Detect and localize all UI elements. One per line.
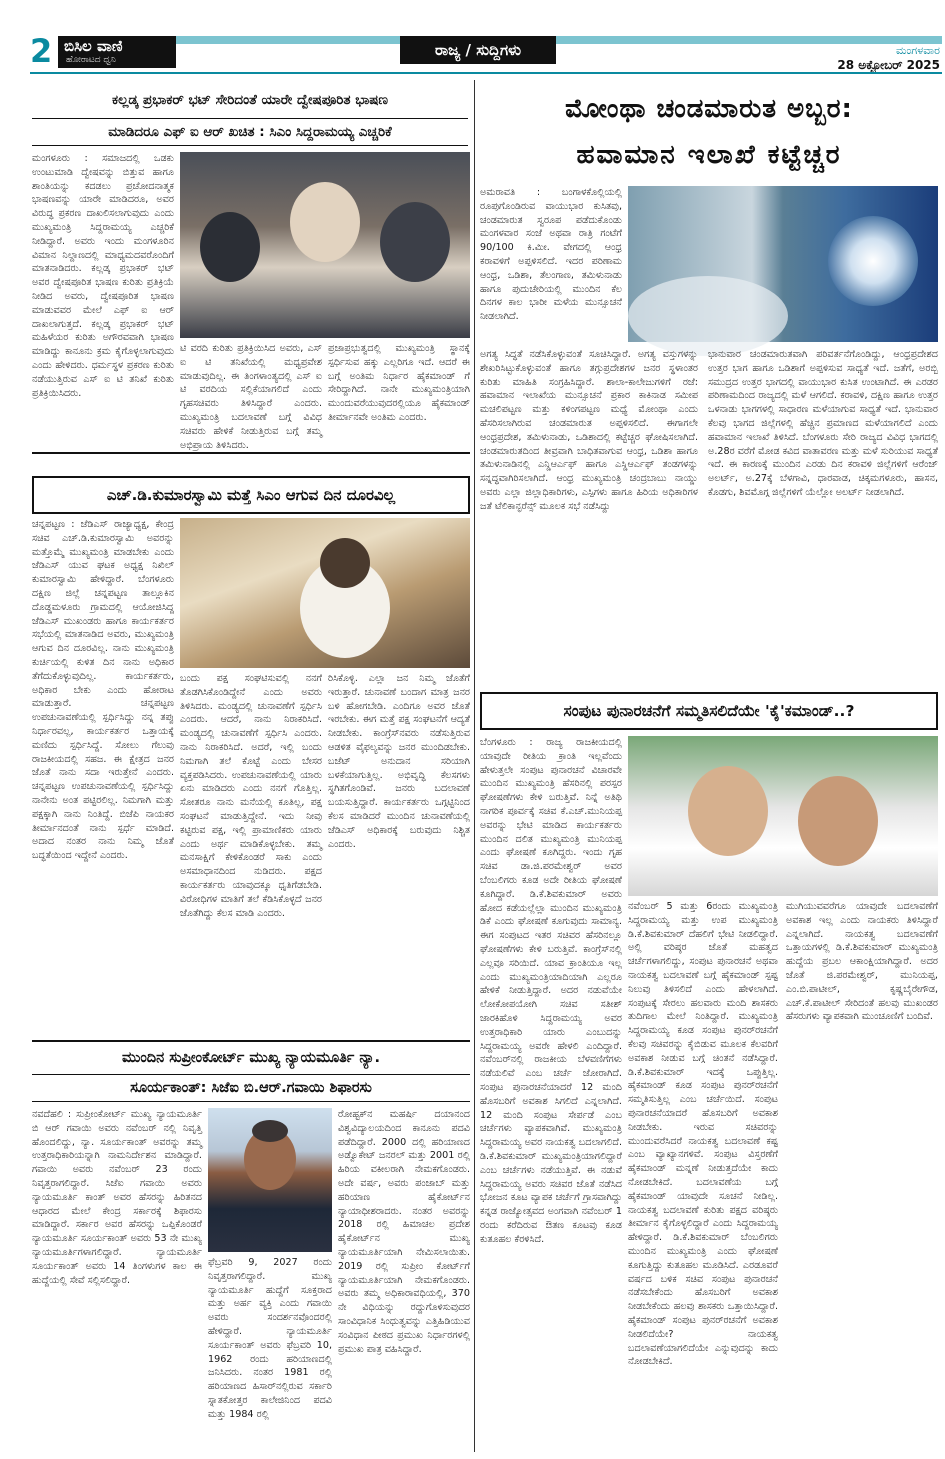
page-number: 2 — [30, 32, 53, 70]
story2-body-left: ಅಗತ್ಯ ಸಿದ್ಧತೆ ನಡೆಸಿಕೊಳ್ಳುವಂತೆ ಸೂಚಿಸಿದ್ದಾರೆ. ಅಗತ್ಯ ವಸ್ತುಗಳನ್ನು ಶೇಖರಿಸಿಟ್ಟುಕೊಳ್ಳುವಂತೆ ಹಾಗೂ ತಗ್ಗುಪ್ರದೇಶಗಳ ಜನರ ಸ್ಥಳಾಂತರ ಕುರಿತು ಮಾಹಿತಿ ಸಂಗ್ರಹಿಸಿದ್ದಾರೆ. ಶಾಲಾ-ಕಾಲೇಜುಗಳಿಗೆ ರಜೆ: ಹವಾಮಾನ ಇಲಾಖೆಯ ಮುನ್ಸೂಚನೆ ಪ್ರಕಾರ ಕಾಕಿನಾಡ ಸಮೀಪ ಮಚಲಿಪಟ್ಟಣ ಮತ್ತು ಕಳಿಂಗಪಟ್ಟಣ ಮಧ್ಯೆ ಮೋಂಥಾ ಎಂದು ಹೆಸರಿಸಲಾಗಿರುವ ಚಂಡಮಾರುತ ಅಪ್ಪಳಿಸಲಿದೆ. ಈಗಾಗಲೇ ಆಂಧ್ರಪ್ರದೇಶ, ತಮಿಳುನಾಡು, ಒಡಿಶಾದಲ್ಲಿ ಕಟ್ಟೆಚ್ಚರ ಘೋಷಿಸಲಾಗಿದೆ. ಚಂಡಮಾರುತದಿಂದ ತೀವ್ರವಾಗಿ ಬಾಧಿತವಾಗುವ ಆಂಧ್ರ, ಒಡಿಶಾ ಹಾಗೂ ತಮಿಳುನಾಡಿನಲ್ಲಿ ಎನ್ಡಿಆರ್ಎಫ್ ಹಾಗೂ ಎಸ್ಡಿಆರ್ಎಫ್ ತಂಡಗಳನ್ನು ಸನ್ನದ್ಧವಾಗಿರಿಸಲಾಗಿದೆ. ಆಂಧ್ರ ಮುಖ್ಯಮಂತ್ರಿ ಚಂದ್ರಬಾಬು ನಾಯ್ಡು ಅವರು ಎಲ್ಲಾ ಜಿಲ್ಲಾಧಿಕಾರಿಗಳು, ಎಸ್ಪಿಗಳು ಹಾಗೂ ಹಿರಿಯ ಅಧಿಕಾರಿಗಳ ಜತೆ ಟೆಲಿಕಾನ್ಫರೆನ್ಸ್ ಮೂಲಕ ಸಭೆ ನಡೆಸಿದ್ದು — [480, 349, 698, 512]
story5-body-left: ಬೆಂಗಳೂರು : ರಾಜ್ಯ ರಾಜಕೀಯದಲ್ಲಿ ಯಾವುದೇ ರೀತಿಯ ಕ್ರಾಂತಿ ಇಲ್ಲವೆಂದು ಹೇಳುತ್ತಲೇ ಸಂಪುಟ ಪುನಾರಚನೆ ವಿಚಾರವೇ ಮುಂದಿನ ಮುಖ್ಯಮಂತ್ರಿ ಹೆಸರಿನಲ್ಲಿ ಪರಸ್ಪರ ಘೋಷಣೆಗಳು ಕೇಳಿ ಬರುತ್ತಿವೆ. ನಿನ್ನೆ ಅತಿಥಿ ನಾಗರಿಕ ಪೂರ್ವಕ್ಕೆ ಸಚಿವ ಕೆ.ಎಚ್.ಮುನಿಯಪ್ಪ ಅವರನ್ನು ಭೇಟಿ ಮಾಡಿದ ಕಾರ್ಯಕರ್ತರು ಮುಂದಿನ ದಲಿತ ಮುಖ್ಯಮಂತ್ರಿ ಮುನಿಯಪ್ಪ ಎಂದು ಘೋಷಣೆ ಕೂಗಿದ್ದರು. ಇಂದು ಗೃಹ ಸಚಿವ ಡಾ.ಜಿ.ಪರಮೇಶ್ವರ್ ಅವರ ಬೆಂಬಲಿಗರು ಕೂಡ ಅದೇ ರೀತಿಯ ಘೋಷಣೆ ಕೂಗಿದ್ದಾರೆ. ಡಿ.ಕೆ.ಶಿವಕುಮಾರ್ ಅವರು ಹೋದ ಕಡೆಯಲ್ಲೆಲ್ಲಾ ಮುಂದಿನ ಮುಖ್ಯಮಂತ್ರಿ ಡಿಕೆ ಎಂದು ಘೋಷಣೆ ಕೂಗುವುದು ಸಾಮಾನ್ಯ. ಈಗ ಸಂಪುಟದ ಇತರ ಸಚಿವರ ಹೆಸರಿನಲ್ಲೂ ಘೋಷಣೆಗಳು ಕೇಳಿ ಬರುತ್ತಿವೆ. ಕಾಂಗ್ರೆಸ್‌ನಲ್ಲಿ ಎಲ್ಲವೂ ಸರಿಯಿದೆ. ಯಾವ ಕ್ರಾಂತಿಯೂ ಇಲ್ಲ ಎಂದು ಮುಖ್ಯಮಂತ್ರಿಯಾದಿಯಾಗಿ ಎಲ್ಲರೂ ಹೇಳಿಕೆ ನೀಡುತ್ತಿದ್ದಾರೆ. ಅದರ ನಡುವೆಯೇ ಲೋಕೋಪಯೋಗಿ ಸಚಿವ ಸತೀಶ್ ಜಾರಕಿಹೊಳಿ ಸಿದ್ದರಾಮಯ್ಯ ಅವರ ಉತ್ತರಾಧಿಕಾರಿ ಯಾರು ಎಂಬುದನ್ನು ಸಿದ್ದರಾಮಯ್ಯ ಅವರೇ ಹೇಳಲಿ ಎಂದಿದ್ದಾರೆ. ನವೆಂಬರ್‌ನಲ್ಲಿ ರಾಜಕೀಯ ಬೆಳವಣಿಗೆಗಳು ನಡೆಯಲಿವೆ ಎಂಬ ಚರ್ಚೆ ಜೋರಾಗಿದೆ. ಸಂಪುಟ ಪುನಾರಚನೆಯಾದರೆ 12 ಮಂದಿ ಹೊಸಬರಿಗೆ ಅವಕಾಶ ಸಿಗಲಿದೆ ಎನ್ನಲಾಗಿದೆ. 12 ಮಂದಿ ಸಂಪುಟ ಸೇರ್ಪಡೆ ಎಂಬ ಚರ್ಚೆಗಳು ವ್ಯಾಪಕವಾಗಿವೆ. ಮುಖ್ಯಮಂತ್ರಿ ಸಿದ್ದರಾಮಯ್ಯ ಅವರ ನಾಯಕತ್ವ ಬದಲಾಗಲಿದೆ. ಡಿ.ಕೆ.ಶಿವಕುಮಾರ್ ಮುಖ್ಯಮಂತ್ರಿಯಾಗಲಿದ್ದಾರೆ ಎಂಬ ಚರ್ಚೆಗಳು ನಡೆಯುತ್ತಿವೆ. ಈ ನಡುವೆ ಸಿದ್ದರಾಮಯ್ಯ ಅವರು ಸಚಿವರ ಜೊತೆ ನಡೆಸಿದ ಭೋಜನ ಕೂಟ ವ್ಯಾಪಕ ಚರ್ಚೆಗೆ ಗ್ರಾಸವಾಗಿದ್ದು ಕನ್ನಡ ರಾಜ್ಯೋತ್ಸವದ ಅಂಗವಾಗಿ ನವೆಂಬರ್ 1 ರಂದು ಕರೆದಿರುವ ಔತಣ ಕೂಟವು ಕೂಡ ಕುತೂಹಲ ಕೆರಳಿಸಿದೆ. — [480, 737, 622, 1245]
story2-body-top: ಅಮರಾವತಿ : ಬಂಗಾಳಕೊಲ್ಲಿಯಲ್ಲಿ ರೂಪುಗೊಂಡಿರುವ ವಾಯುಭಾರ ಕುಸಿತವು, ಚಂಡಮಾರುತ ಸ್ವರೂಪ ಪಡೆದುಕೊಂಡು ಮಂಗಳವಾರ ಸಂಜೆ ಅಥವಾ ರಾತ್ರಿ ಗಂಟೆಗೆ 90/100 ಕಿ.ಮೀ. ವೇಗದಲ್ಲಿ ಆಂಧ್ರ ಕರಾವಳಿಗೆ ಅಪ್ಪಳಿಸಲಿದೆ. ಇದರ ಪರಿಣಾಮ ಆಂಧ್ರ, ಒಡಿಶಾ, ತೆಲಂಗಾಣ, ತಮಿಳುನಾಡು ಹಾಗೂ ಪುದುಚೇರಿಯಲ್ಲಿ ಮುಂದಿನ ಕೆಲ ದಿನಗಳ ಕಾಲ ಭಾರೀ ಮಳೆಯ ಮುನ್ಸೂಚನೆ ನೀಡಲಾಗಿದೆ. — [480, 187, 622, 323]
story3-body-left: ಚನ್ನಪಟ್ಟಣ : ಜೆಡಿಎಸ್ ರಾಜ್ಯಾಧ್ಯಕ್ಷ, ಕೇಂದ್ರ ಸಚಿವ ಎಚ್.ಡಿ.ಕುಮಾರಸ್ವಾಮಿ ಅವರನ್ನು ಮತ್ತೊಮ್ಮೆ ಮುಖ್ಯಮಂತ್ರಿ ಮಾಡಬೇಕು ಎಂದು ಜೆಡಿಎಸ್ ಯುವ ಘಟಕ ಅಧ್ಯಕ್ಷ ನಿಖಿಲ್ ಕುಮಾರಸ್ವಾಮಿ ಹೇಳಿದ್ದಾರೆ. ಬೆಂಗಳೂರು ದಕ್ಷಿಣ ಜಿಲ್ಲೆ ಚನ್ನಪಟ್ಟಣ ತಾಲ್ಲೂಕಿನ ದೊಡ್ಡಮಳೂರು ಗ್ರಾಮದಲ್ಲಿ ಆಯೋಜಿಸಿದ್ದ ಜೆಡಿಎಸ್ ಮುಖಂಡರು ಹಾಗೂ ಕಾರ್ಯಕರ್ತರ ಸಭೆಯಲ್ಲಿ ಮಾತನಾಡಿದ ಅವರು, ಮುಖ್ಯಮಂತ್ರಿ ಆಗುವ ದಿನ ದೂರವಿಲ್ಲ. ನಾನು ಮುಖ್ಯಮಂತ್ರಿ ಕುರ್ಚಿಯಲ್ಲಿ ಕುಳಿತ ದಿನ ನಾನು ಅಧಿಕಾರ ತೆಗೆದುಕೊಳ್ಳುವುದಿಲ್ಲ. ಕಾರ್ಯಕರ್ತರು, ಅಧಿಕಾರ ಬೇಕು ಎಂದು ಹೋರಾಟ ಮಾಡುತ್ತಾರೆ. ಚನ್ನಪಟ್ಟಣ ಉಪಚುನಾವಣೆಯಲ್ಲಿ ಸ್ಪರ್ಧಿಸಿದ್ದು ನನ್ನ ತಪ್ಪು ನಿರ್ಧಾರವಲ್ಲ, ಕಾರ್ಯಕರ್ತರ ಒತ್ತಾಯಕ್ಕೆ ಮಣಿದು ಸ್ಪರ್ಧಿಸಿದ್ದೆ. ಸೋಲು ಗೆಲುವು ರಾಜಕೀಯದಲ್ಲಿ ಸಹಜ. ಈ ಕ್ಷೇತ್ರದ ಜನರ ಜೊತೆ ನಾನು ಸದಾ ಇರುತ್ತೇನೆ ಎಂದರು. ಚನ್ನಪಟ್ಟಣ ಉಪಚುನಾವಣೆಯಲ್ಲಿ ಸ್ಪರ್ಧಿಸಿದ್ದು ನಾನೇನು ಅಂತ ಪಟ್ಟಿರಲಿಲ್ಲ. ನಿಮಗಾಗಿ ಮತ್ತು ಪಕ್ಷಕ್ಕಾಗಿ ನಾನು ನಿಂತಿದ್ದೆ. ಬಿಜೆಪಿ ನಾಯಕರ ತೀರ್ಮಾನದಂತೆ ನಾನು ಸ್ಪರ್ಧೆ ಮಾಡಿದೆ. ಅದಾದ ನಂತರ ನಾನು ನಿಮ್ಮ ಜೊತೆ ಬದ್ಧತೆಯಿಂದ ಇದ್ದೇನೆ ಎಂದರು. — [32, 519, 174, 862]
cyclone-photo — [628, 186, 938, 342]
story4-body-left: ನವದೆಹಲಿ : ಸುಪ್ರೀಂಕೋರ್ಟ್ ಮುಖ್ಯ ನ್ಯಾಯಮೂರ್ತಿ ಬಿ ಆರ್ ಗವಾಯಿ ಅವರು ನವೆಂಬರ್ ನಲ್ಲಿ ನಿವೃತ್ತಿ ಹೊಂದಲಿದ್ದು, ನ್ಯಾ. ಸೂರ್ಯಕಾಂತ್ ಅವರನ್ನು ತಮ್ಮ ಉತ್ತರಾಧಿಕಾರಿಯನ್ನಾಗಿ ನಾಮನಿರ್ದೇಶನ ಮಾಡಿದ್ದಾರೆ. ಗವಾಯಿ ಅವರು ನವೆಂಬರ್ 23 ರಂದು ನಿವೃತ್ತರಾಗಲಿದ್ದಾರೆ. ಸಿಜೆಐ ಗವಾಯಿ ಅವರು ನ್ಯಾಯಮೂರ್ತಿ ಕಾಂತ್ ಅವರ ಹೆಸರನ್ನು ಹಿರಿತನದ ಆಧಾರದ ಮೇಲೆ ಕೇಂದ್ರ ಸರ್ಕಾರಕ್ಕೆ ಶಿಫಾರಸು ಮಾಡಿದ್ದಾರೆ. ಸರ್ಕಾರ ಅವರ ಹೆಸರನ್ನು ಒಪ್ಪಿಕೊಂಡರೆ ನ್ಯಾಯಮೂರ್ತಿ ಸೂರ್ಯಕಾಂತ್ ಅವರು 53 ನೇ ಮುಖ್ಯ ನ್ಯಾಯಮೂರ್ತಿಗಳಾಗಲಿದ್ದಾರೆ. ನ್ಯಾಯಮೂರ್ತಿ ಸೂರ್ಯಕಾಂತ್ ಅವರು 14 ತಿಂಗಳುಗಳ ಕಾಲ ಈ ಹುದ್ದೆಯಲ್ಲಿ ಸೇವೆ ಸಲ್ಲಿಸಲಿದ್ದಾರೆ. — [32, 1109, 202, 1286]
weekday: ಮಂಗಳವಾರ — [895, 44, 940, 57]
column-divider-center — [474, 80, 475, 1452]
section-title: ರಾಜ್ಯ / ಸುದ್ದಿಗಳು — [400, 36, 556, 64]
leaders-photo — [628, 736, 938, 896]
story2-headline-line2: ಹವಾಮಾನ ಇಲಾಖೆ ಕಟ್ಟೆಚ್ಚರ — [576, 140, 842, 170]
judge-photo — [208, 1108, 332, 1252]
story1-body-right: ಪ್ರಜಾಪ್ರಭುತ್ವದಲ್ಲಿ ಮುಖ್ಯಮಂತ್ರಿ ಸ್ಥಾನಕ್ಕೆ ಸ್ಪರ್ಧಿಸುವ ಹಕ್ಕು ಎಲ್ಲರಿಗೂ ಇದೆ. ಆದರೆ ಈ ಬಗ್ಗೆ ಅಂತಿಮ ನಿರ್ಧಾರ ಹೈಕಮಾಂಡ್ ಗೆ ಸೇರಿದ್ದಾಗಿದೆ. ನಾನೇ ಮುಖ್ಯಮಂತ್ರಿಯಾಗಿ ಮುಂದುವರೆಯುವುದರಲ್ಲಿಯೂ ಹೈಕಮಾಂಡ್ ತೀರ್ಮಾನವೇ ಅಂತಿಮ ಎಂದರು. — [328, 343, 470, 423]
story1-headline-line1: ಕಲ್ಲಡ್ಕ ಪ್ರಭಾಕರ್ ಭಟ್ ಸೇರಿದಂತೆ ಯಾರೇ ದ್ವೇಷಪೂರಿತ ಭಾಷಣ — [112, 92, 388, 108]
header-divider — [30, 72, 942, 74]
story3-body-mid: ಬಂದು ಪಕ್ಷ ಸಂಘಟಿಸುವಲ್ಲಿ ನನಗೆ ತೊಡಗಿಸಿಕೊಂಡಿದ್ದೇನೆ ಎಂದು ಅವರು ತಿಳಿಸಿದರು. ಮಂಡ್ಯದಲ್ಲಿ ಚುನಾವಣೆಗೆ ಸ್ಪರ್ಧಿಸಿ ಎಂದರು. ಆದರೆ, ನಾನು ನಿರಾಕರಿಸಿದೆ. ಮಂಡ್ಯದಲ್ಲಿ ಚುನಾವಣೆಗೆ ಸ್ಪರ್ಧಿಸಿ ಎಂದರು. ನಾನು ನಿರಾಕರಿಸಿದೆ. ಅದರೆ, ಇಲ್ಲಿ ಬಂದು ನಿಮಗಾಗಿ ತಲೆ ಕೊಟ್ಟೆ ಎಂದು ಬೇಸರ ವ್ಯಕ್ತಪಡಿಸಿದರು. ಉಪಚುನಾವಣೆಯಲ್ಲಿ ಯಾರು ಏನು ಮಾಡಿದರು ಎಂದು ನನಗೆ ಗೊತ್ತಿಲ್ಲ. ಸೋತರೂ ನಾನು ಮನೆಯಲ್ಲಿ ಕೂತಿಲ್ಲ, ಪಕ್ಷ ಸಂಘಟನೆ ಮಾಡುತ್ತಿದ್ದೇನೆ. ಇದು ನೀವು ಕಟ್ಟಿರುವ ಪಕ್ಷ, ಇಲ್ಲಿ ಪ್ರಾಮಾಣಿಕರು ಯಾರು ಎಂದು ಅರ್ಥ ಮಾಡಿಕೊಳ್ಳಬೇಕು. ತಮ್ಮ ಮನಸಾಕ್ಷಿಗೆ ಕೇಳಿಕೊಂಡರೆ ಸಾಕು ಎಂದು ಅಸಮಾಧಾನದಿಂದ ನುಡಿದರು. ಪಕ್ಷದ ಕಾರ್ಯಕರ್ತರು ಯಾವುದಕ್ಕೂ ಧೃತಿಗೆಡಬೇಡಿ. ವಿರೋಧಿಗಳ ಮಾತಿಗೆ ತಲೆ ಕೆಡಿಸಿಕೊಳ್ಳದೆ ಜನರ ಜೊತೆಗಿದ್ದು ಕೆಲಸ ಮಾಡಿ ಎಂದರು. — [180, 673, 322, 919]
header-rule — [176, 36, 942, 44]
story1-headline-line2: ಮಾಡಿದರೂ ಎಫ್ ಐ ಆರ್ ಖಚಿತ : ಸಿಎಂ ಸಿದ್ದರಾಮಯ್ಯ ಎಚ್ಚರಿಕೆ — [32, 118, 468, 146]
story4-body-right: ರೋಹ್ಟಕ್‌ನ ಮಹರ್ಷಿ ದಯಾನಂದ ವಿಶ್ವವಿದ್ಯಾಲಯದಿಂದ ಕಾನೂನು ಪದವಿ ಪಡೆದಿದ್ದಾರೆ. 2000 ದಲ್ಲಿ ಹರಿಯಾಣದ ಅಡ್ವೊಕೇಟ್ ಜನರಲ್ ಮತ್ತು 2001 ರಲ್ಲಿ ಹಿರಿಯ ವಕೀಲರಾಗಿ ನೇಮಕಗೊಂಡರು. ಅದೇ ವರ್ಷ, ಅವರು ಪಂಜಾಬ್ ಮತ್ತು ಹರಿಯಾಣ ಹೈಕೋರ್ಟ್‌ನ ನ್ಯಾಯಾಧೀಶರಾದರು. ನಂತರ ಅವರನ್ನು 2018 ರಲ್ಲಿ ಹಿಮಾಚಲ ಪ್ರದೇಶ ಹೈಕೋರ್ಟ್‌ನ ಮುಖ್ಯ ನ್ಯಾಯಮೂರ್ತಿಯಾಗಿ ನೇಮಿಸಲಾಯಿತು. 2019 ರಲ್ಲಿ ಸುಪ್ರೀಂ ಕೋರ್ಟ್‌ಗೆ ನ್ಯಾಯಮೂರ್ತಿಯಾಗಿ ನೇಮಕಗೊಂಡರು. ಅವರು ತಮ್ಮ ಅಧಿಕಾರಾವಧಿಯಲ್ಲಿ, 370 ನೇ ವಿಧಿಯನ್ನು ರದ್ದುಗೊಳಿಸುವುದರ ಸಾಂವಿಧಾನಿಕ ಸಿಂಧುತ್ವವನ್ನು ಎತ್ತಿಹಿಡಿಯುವ ಸಂವಿಧಾನ ಪೀಠದ ಪ್ರಮುಖ ನಿರ್ಧಾರಗಳಲ್ಲಿ ಪ್ರಮುಖ ಪಾತ್ರ ವಹಿಸಿದ್ದಾರೆ. — [338, 1109, 470, 1355]
cm-press-photo — [180, 152, 470, 338]
story4-headline-line2: ಸೂರ್ಯಕಾಂತ್: ಸಿಜೆಐ ಬಿ.ಆರ್.ಗವಾಯಿ ಶಿಫಾರಸು — [32, 1074, 470, 1102]
story5-body-mid: ನವೆಂಬರ್ 5 ಮತ್ತು 6ರಂದು ಮುಖ್ಯಮಂತ್ರಿ ಸಿದ್ದರಾಮಯ್ಯ ಮತ್ತು ಉಪ ಮುಖ್ಯಮಂತ್ರಿ ಡಿ.ಕೆ.ಶಿವಕುಮಾರ್ ದೆಹಲಿಗೆ ಭೇಟಿ ನೀಡಲಿದ್ದಾರೆ. ಅಲ್ಲಿ ವರಿಷ್ಠರ ಜೊತೆ ಮಹತ್ವದ ಚರ್ಚೆಗಳಾಗಲಿದ್ದು, ಸಂಪುಟ ಪುನಾರಚನೆ ಅಥವಾ ನಾಯಕತ್ವ ಬದಲಾವಣೆ ಬಗ್ಗೆ ಹೈಕಮಾಂಡ್ ಸ್ಪಷ್ಟ ನಿಲುವು ತಿಳಿಸಲಿದೆ ಎಂದು ಹೇಳಲಾಗಿದೆ. ಸಂಪುಟಕ್ಕೆ ಸೇರಲು ಹಲವಾರು ಮಂದಿ ಶಾಸಕರು ತುದಿಗಾಲ ಮೇಲೆ ನಿಂತಿದ್ದಾರೆ. ಮುಖ್ಯಮಂತ್ರಿ ಸಿದ್ದರಾಮಯ್ಯ ಕೂಡ ಸಂಪುಟ ಪುನರ್‌ರಚನೆಗೆ ಕೆಲವು ಸಚಿವರನ್ನು ಕೈಬಿಡುವ ಮೂಲಕ ಕೆಲವರಿಗೆ ಅವಕಾಶ ನೀಡುವ ಬಗ್ಗೆ ಚಿಂತನೆ ನಡೆಸಿದ್ದಾರೆ. ಡಿ.ಕೆ.ಶಿವಕುಮಾರ್ ಇದಕ್ಕೆ ಒಪ್ಪುತ್ತಿಲ್ಲ. ಹೈಕಮಾಂಡ್ ಕೂಡ ಸಂಪುಟ ಪುನರ್‌ರಚನೆಗೆ ಸಮ್ಮತಿಸುತ್ತಿಲ್ಲ ಎಂಬ ಚರ್ಚೆಯಿದೆ. ಸಂಪುಟ ಪುನಾರಚನೆಯಾದರೆ ಹೊಸಬರಿಗೆ ಅವಕಾಶ ನೀಡಬೇಕು. ಇರುವ ಸಚಿವರನ್ನು ಮುಂದುವರೆಸಿದರೆ ನಾಯಕತ್ವ ಬದಲಾವಣೆ ಕಷ್ಟ ಎಂಬ ವ್ಯಾಖ್ಯಾನಗಳಿವೆ. ಸಂಪುಟ ವಿಸ್ತರಣೆಗೆ ಹೈಕಮಾಂಡ್ ಮನ್ನಣೆ ನೀಡುತ್ತದೆಯೇ ಕಾದು ನೋಡಬೇಕಿದೆ. ಬದಲಾವಣೆಯ ಬಗ್ಗೆ ಹೈಕಮಾಂಡ್ ಯಾವುದೇ ಸೂಚನೆ ನೀಡಿಲ್ಲ. ನಾಯಕತ್ವ ಬದಲಾವಣೆ ಕುರಿತು ಪಕ್ಷದ ವರಿಷ್ಠರು ತೀರ್ಮಾನ ಕೈಗೊಳ್ಳಲಿದ್ದಾರೆ ಎಂದು ಸಿದ್ದರಾಮಯ್ಯ ಹೇಳಿದ್ದಾರೆ. ಡಿ.ಕೆ.ಶಿವಕುಮಾರ್ ಬೆಂಬಲಿಗರು ಮುಂದಿನ ಮುಖ್ಯಮಂತ್ರಿ ಎಂದು ಘೋಷಣೆ ಕೂಗುತ್ತಿದ್ದು ಕುತೂಹಲ ಮೂಡಿಸಿದೆ. ಎರಡೂವರೆ ವರ್ಷದ ಬಳಿಕ ಸಚಿವ ಸಂಪುಟ ಪುನಾರಚನೆ ನಡೆಸಬೇಕೆಂದು ಹೊಸಬರಿಗೆ ಅವಕಾಶ ನೀಡಬೇಕೆಂದು ಹಲವು ಶಾಸಕರು ಒತ್ತಾಯಿಸಿದ್ದಾರೆ. ಹೈಕಮಾಂಡ್ ಸಂಪುಟ ಪುನರ್‌ರಚನೆಗೆ ಅವಕಾಶ ನೀಡಲಿದೆಯೇ? ನಾಯಕತ್ವ ಬದಲಾವಣೆಯಾಗಲಿದೆಯೇ ಎನ್ನುವುದನ್ನು ಕಾದು ನೋಡಬೇಕಿದೆ. — [628, 901, 778, 1368]
story5-headline: ಸಂಪುಟ ಪುನಾರಚನೆಗೆ ಸಮ್ಮತಿಸಲಿದೆಯೇ 'ಕೈ'ಕಮಾಂಡ್..? — [480, 692, 938, 730]
story1-bottom-rule — [32, 452, 470, 454]
story1-body-left: ಮಂಗಳೂರು : ಸಮಾಜದಲ್ಲಿ ಒಡಕು ಉಂಟುಮಾಡಿ ದ್ವೇಷವನ್ನು ಬಿತ್ತುವ ಹಾಗೂ ಶಾಂತಿಯನ್ನು ಕದಡಲು ಪ್ರಚೋದನಾತ್ಮಕ ಭಾಷಣವನ್ನು ಯಾರೇ ಮಾಡಿದರೂ, ಅವರ ವಿರುದ್ಧ ಪ್ರಕರಣ ದಾಖಲಿಸಲಾಗುವುದು ಎಂದು ಮುಖ್ಯಮಂತ್ರಿ ಸಿದ್ದರಾಮಯ್ಯ ಎಚ್ಚರಿಕೆ ನೀಡಿದ್ದಾರೆ. ಅವರು ಇಂದು ಮಂಗಳೂರಿನ ವಿಮಾನ ನಿಲ್ದಾಣದಲ್ಲಿ ಮಾಧ್ಯಮದವರೊಂದಿಗೆ ಮಾತನಾಡಿದರು. ಕಲ್ಲಡ್ಕ ಪ್ರಭಾಕರ್ ಭಟ್ ಅವರ ದ್ವೇಷಪೂರಿತ ಭಾಷಣ ಕುರಿತು ಪ್ರತಿಕ್ರಿಯೆ ನೀಡಿದ ಅವರು, ದ್ವೇಷಪೂರಿತ ಭಾಷಣ ಮಾಡುವವರ ಮೇಲೆ ಎಫ್ ಐ ಆರ್ ದಾಖಲಾಗುತ್ತದೆ. ಕಲ್ಲಡ್ಕ ಪ್ರಭಾಕರ್ ಭಟ್ ಮಹಿಳೆಯರ ಕುರಿತು ಅಗೌರವವಾಗಿ ಭಾಷಣ ಮಾಡಿದ್ದು ಕಾನೂನು ಕ್ರಮ ಕೈಗೊಳ್ಳಲಾಗುವುದು ಎಂದು ಹೇಳಿದರು. ಧರ್ಮಸ್ಥಳ ಪ್ರಕರಣ ಕುರಿತು ನಡೆಯುತ್ತಿರುವ ಎಸ್ ಐ ಟಿ ತನಿಖೆ ಕುರಿತು ಪ್ರತಿಕ್ರಿಯಿಸಿದರು. — [32, 153, 174, 399]
story4-top-rule — [32, 1040, 470, 1042]
issue-date: 28 ಅಕ್ಟೋಬರ್ 2025 — [837, 58, 940, 72]
story1-body-mid: ಟಿ ವರದಿ ಕುರಿತು ಪ್ರತಿಕ್ರಿಯಿಸಿದ ಅವರು, ಎಸ್ ಐ ಟಿ ತನಿಖೆಯಲ್ಲಿ ಮಧ್ಯಪ್ರವೇಶ ಮಾಡುವುದಿಲ್ಲ. ಈ ತಿಂಗಳಾಂತ್ಯದಲ್ಲಿ ಎಸ್ ಐ ಟಿ ವರದಿಯ ಸಲ್ಲಿಕೆಯಾಗಲಿದೆ ಎಂದು ಗೃಹಸಚಿವರು ತಿಳಿಸಿದ್ದಾರೆ ಎಂದರು. ಮುಖ್ಯಮಂತ್ರಿ ಬದಲಾವಣೆ ಬಗ್ಗೆ ವಿವಿಧ ಸಚಿವರು ಹೇಳಿಕೆ ನೀಡುತ್ತಿರುವ ಬಗ್ಗೆ ತಮ್ಮ ಅಭಿಪ್ರಾಯ ತಿಳಿಸಿದರು. — [180, 343, 322, 451]
story2-body-right: ಭಾನುವಾರ ಚಂಡಮಾರುತವಾಗಿ ಪರಿವರ್ತನೆಗೊಂಡಿದ್ದು, ಆಂಧ್ರಪ್ರದೇಶದ ಉತ್ತರ ಭಾಗ ಹಾಗೂ ಒಡಿಶಾಗೆ ಅಪ್ಪಳಿಸುವ ಸಾಧ್ಯತೆ ಇದೆ. ಜತೆಗೆ, ಅರಬ್ಬಿ ಸಮುದ್ರದ ಉತ್ತರ ಭಾಗದಲ್ಲಿ ವಾಯುಭಾರ ಕುಸಿತ ಉಂಟಾಗಿದೆ. ಈ ಎರಡರ ಪರಿಣಾಮದಿಂದ ರಾಜ್ಯದಲ್ಲಿ ಮಳೆ ಆಗಲಿದೆ. ಕರಾವಳಿ, ದಕ್ಷಿಣ ಹಾಗೂ ಉತ್ತರ ಒಳನಾಡು ಭಾಗಗಳಲ್ಲಿ ಸಾಧಾರಣ ಮಳೆಯಾಗುವ ಸಾಧ್ಯತೆ ಇದೆ. ಭಾನುವಾರ ಕೆಲವು ಭಾಗದ ಜಿಲ್ಲೆಗಳಲ್ಲಿ ಹೆಚ್ಚಿನ ಪ್ರಮಾಣದ ಮಳೆಯಾಗಲಿದೆ ಎಂದು ಹವಾಮಾನ ಇಲಾಖೆ ತಿಳಿಸಿದೆ. ಬೆಂಗಳೂರು ಸೇರಿ ರಾಜ್ಯದ ವಿವಿಧ ಭಾಗದಲ್ಲಿ ಅ.28ರ ವರೆಗೆ ಮೋಡ ಕವಿದ ವಾತಾವರಣ ಮತ್ತು ಮಳೆ ಸುರಿಯುವ ಸಾಧ್ಯತೆ ಇದೆ. ಈ ಕಾರಣಕ್ಕೆ ಮುಂದಿನ ಎರಡು ದಿನ ಕರಾವಳಿ ಜಿಲ್ಲೆಗಳಿಗೆ ಆರೆಂಜ್ ಅಲರ್ಟ್, ಅ.27ಕ್ಕೆ ಬೆಳಗಾವಿ, ಧಾರವಾಡ, ಚಿಕ್ಕಮಗಳೂರು, ಹಾಸನ, ಕೊಡಗು, ಶಿವಮೊಗ್ಗ ಜಿಲ್ಲೆಗಳಿಗೆ ಯೆಲ್ಲೋ ಅಲರ್ಟ್ ನೀಡಲಾಗಿದೆ. — [708, 349, 938, 498]
story2-headline-line1: ಮೋಂಥಾ ಚಂಡಮಾರುತ ಅಬ್ಬರ: — [565, 94, 853, 124]
story3-headline: ಎಚ್.ಡಿ.ಕುಮಾರಸ್ವಾಮಿ ಮತ್ತೆ ಸಿಎಂ ಆಗುವ ದಿನ ದೂರವಿಲ್ಲ — [32, 476, 470, 514]
paper-logo — [58, 36, 176, 68]
hdk-photo — [180, 518, 470, 668]
story4-body-mid: ಫೆಬ್ರವರಿ 9, 2027 ರಂದು ನಿವೃತ್ತರಾಗಲಿದ್ದಾರೆ. ಮುಖ್ಯ ನ್ಯಾಯಮೂರ್ತಿ ಹುದ್ದೆಗೆ ಸೂಕ್ತರಾದ ಮತ್ತು ಅರ್ಹ ವ್ಯಕ್ತಿ ಎಂದು ಗವಾಯಿ ಅವರು ಸಂದರ್ಶನವೊಂದರಲ್ಲಿ ಹೇಳಿದ್ದಾರೆ. ನ್ಯಾಯಮೂರ್ತಿ ಸೂರ್ಯಕಾಂತ್ ಅವರು ಫೆಬ್ರವರಿ 10, 1962 ರಂದು ಹರಿಯಾಣದಲ್ಲಿ ಜನಿಸಿದರು. ನಂತರ 1981 ರಲ್ಲಿ ಹರಿಯಾಣದ ಹಿಸಾರ್‌ನಲ್ಲಿರುವ ಸರ್ಕಾರಿ ಸ್ನಾತಕೋತ್ತರ ಕಾಲೇಜಿನಿಂದ ಪದವಿ ಮತ್ತು 1984 ರಲ್ಲಿ — [208, 1257, 332, 1420]
story4-headline-line1: ಮುಂದಿನ ಸುಪ್ರೀಂಕೋರ್ಟ್ ಮುಖ್ಯ ನ್ಯಾಯಮೂರ್ತಿ ನ್ಯಾ. — [121, 1050, 381, 1066]
paper-tagline: ಹೋರಾಟದ ಧ್ವನಿ — [66, 55, 116, 65]
paper-name: ಬಿಸಿಲ ವಾಣಿ — [64, 37, 123, 55]
story3-body-right: ರಿಸಿಕೊಳ್ಳಿ. ಎಲ್ಲಾ ಜನ ನಿಮ್ಮ ಜೊತೆಗೆ ಇರುತ್ತಾರೆ. ಚುನಾವಣೆ ಬಂದಾಗ ಮಾತ್ರ ಜನರ ಬಳಿ ಹೋಗಬೇಡಿ. ಎಂದಿಗೂ ಅವರ ಜೊತೆ ಇರಬೇಕು. ಈಗ ಮತ್ತೆ ಪಕ್ಷ ಸಂಘಟನೆಗೆ ಆದ್ಯತೆ ನೀಡಬೇಕು. ಕಾಂಗ್ರೆಸ್‌ನವರು ನಡೆಸುತ್ತಿರುವ ಆಡಳಿತ ವೈಫಲ್ಯವನ್ನು ಜನರ ಮುಂದಿಡಬೇಕು. ಬಜೆಟ್ ಅನುದಾನ ಸರಿಯಾಗಿ ಬಳಕೆಯಾಗುತ್ತಿಲ್ಲ. ಅಭಿವೃದ್ಧಿ ಕೆಲಸಗಳು ಸ್ಥಗಿತಗೊಂಡಿವೆ. ಜನರು ಬದಲಾವಣೆ ಬಯಸುತ್ತಿದ್ದಾರೆ. ಕಾರ್ಯಕರ್ತರು ಒಗ್ಗಟ್ಟಿನಿಂದ ಕೆಲಸ ಮಾಡಿದರೆ ಮುಂದಿನ ಚುನಾವಣೆಯಲ್ಲಿ ಜೆಡಿಎಸ್ ಅಧಿಕಾರಕ್ಕೆ ಬರುವುದು ನಿಶ್ಚಿತ ಎಂದರು. — [328, 673, 470, 850]
story5-body-right: ಮುಗಿಯುವವರೆಗೂ ಯಾವುದೇ ಬದಲಾವಣೆಗೆ ಅವಕಾಶ ಇಲ್ಲ ಎಂದು ನಾಯಕರು ತಿಳಿಸಿದ್ದಾರೆ ಎನ್ನಲಾಗಿದೆ. ನಾಯಕತ್ವ ಬದಲಾವಣೆಗೆ ಒತ್ತಾಯಗಳಲ್ಲಿ ಡಿ.ಕೆ.ಶಿವಕುಮಾರ್ ಮುಖ್ಯಮಂತ್ರಿ ಹುದ್ದೆಯ ಪ್ರಬಲ ಆಕಾಂಕ್ಷಿಯಾಗಿದ್ದಾರೆ. ಅದರ ಜೊತೆ ಜಿ.ಪರಮೇಶ್ವರ್, ಮುನಿಯಪ್ಪ, ಎಂ.ಬಿ.ಪಾಟೀಲ್, ಕೃಷ್ಣಬೈರೇಗೌಡ, ಎಚ್.ಕೆ.ಪಾಟೀಲ್ ಸೇರಿದಂತೆ ಹಲವು ಮುಖಂಡರ ಹೆಸರುಗಳು ವ್ಯಾಪಕವಾಗಿ ಮುಂಚೂಣಿಗೆ ಬಂದಿವೆ. — [786, 901, 938, 1023]
